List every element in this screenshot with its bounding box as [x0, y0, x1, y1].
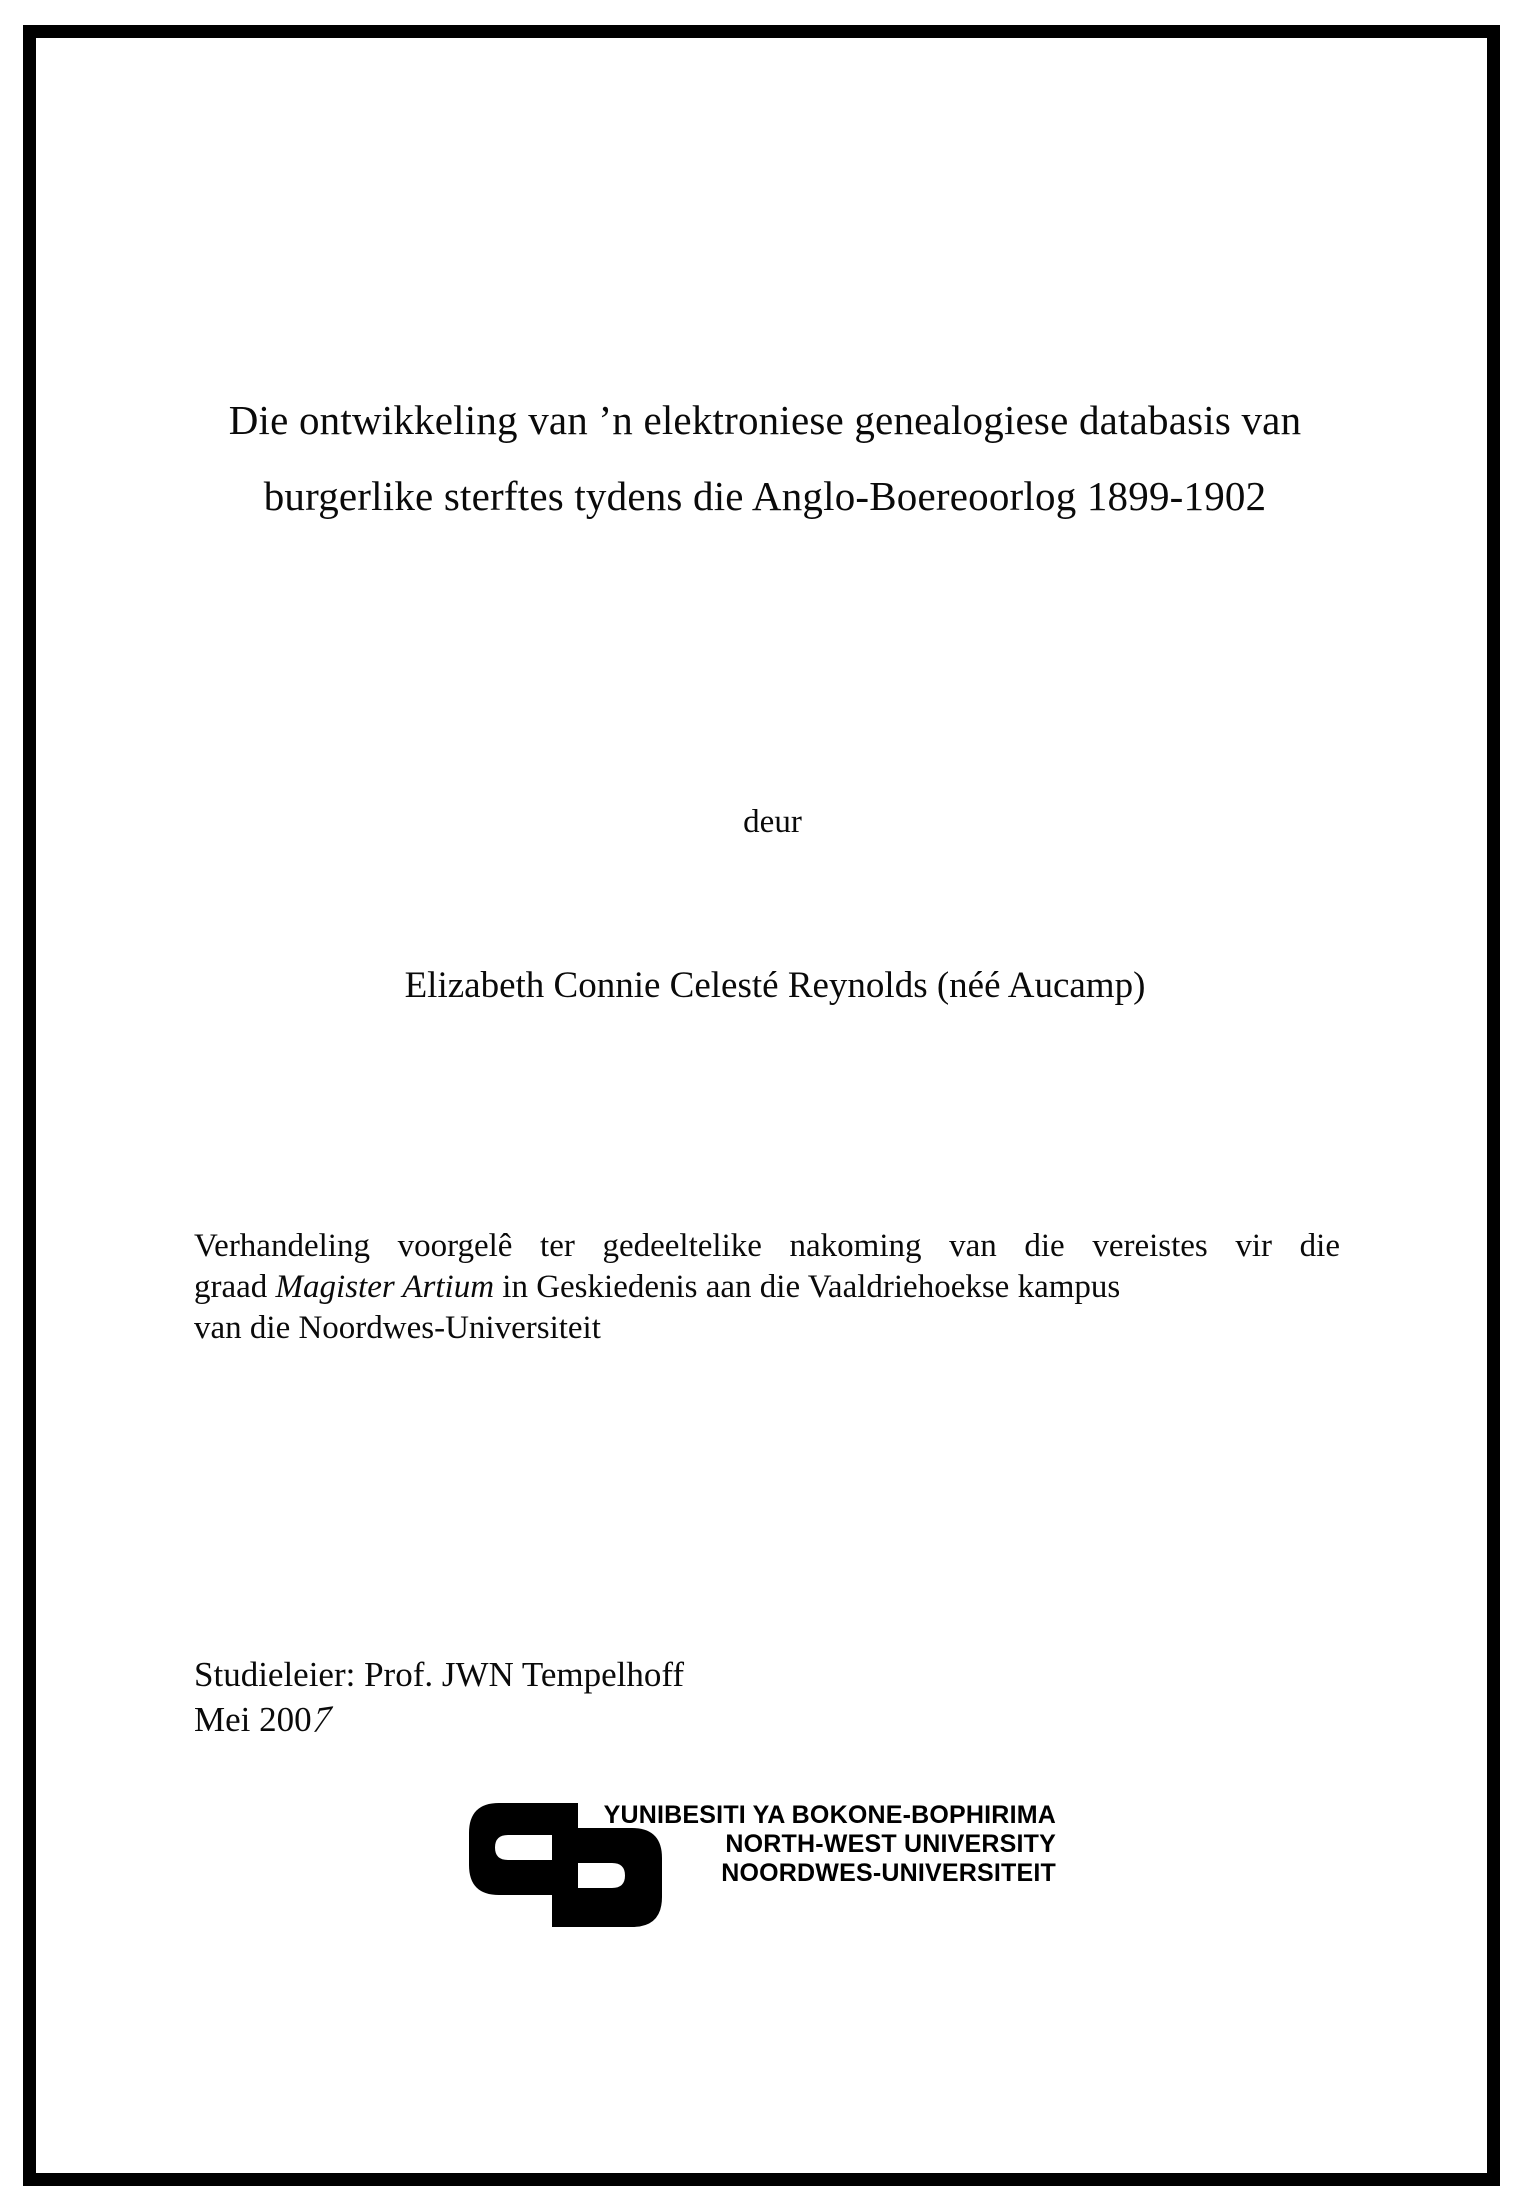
logo-text-line-english: NORTH-WEST UNIVERSITY — [725, 1830, 1056, 1858]
handwritten-seven-digit: 7 — [307, 1697, 337, 1742]
statement-line-2-suffix: in Geskiedenis aan die Vaaldriehoekse kampus — [494, 1269, 1121, 1305]
supervisor-line: Studieleier: Prof. JWN Tempelhoff — [194, 1655, 685, 1694]
date-prefix: Mei 200 — [194, 1700, 312, 1739]
logo-text-line-setswana: YUNIBESITI YA BOKONE-BOPHIRIMA — [603, 1801, 1056, 1829]
byline-preposition: deur — [743, 804, 802, 840]
author-name: Elizabeth Connie Celesté Reynolds (néé Aucamp) — [404, 965, 1146, 1006]
statement-line-3: van die Noordwes-Universiteit — [194, 1310, 601, 1346]
imprint-block — [194, 1652, 684, 1742]
title-line-2: burgerlike sterftes tydens die Anglo-Boereoorlog 1899-1902 — [263, 473, 1267, 519]
university-logo-text — [584, 1801, 1056, 1888]
document-title — [190, 382, 1340, 534]
degree-name: Magister Artium — [275, 1269, 495, 1305]
date-line — [194, 1697, 684, 1742]
submission-statement — [194, 1226, 1340, 1349]
statement-line-2-prefix: graad — [194, 1269, 276, 1305]
title-line-1: Die ontwikkeling van ’n elektroniese genealogiese databasis van — [228, 397, 1302, 443]
logo-text-line-afrikaans: NOORDWES-UNIVERSITEIT — [721, 1859, 1056, 1887]
statement-line-1: Verhandeling voorgelê ter gedeeltelike nakoming van die vereistes vir die — [194, 1228, 1340, 1264]
statement-line-2 — [194, 1267, 1340, 1308]
